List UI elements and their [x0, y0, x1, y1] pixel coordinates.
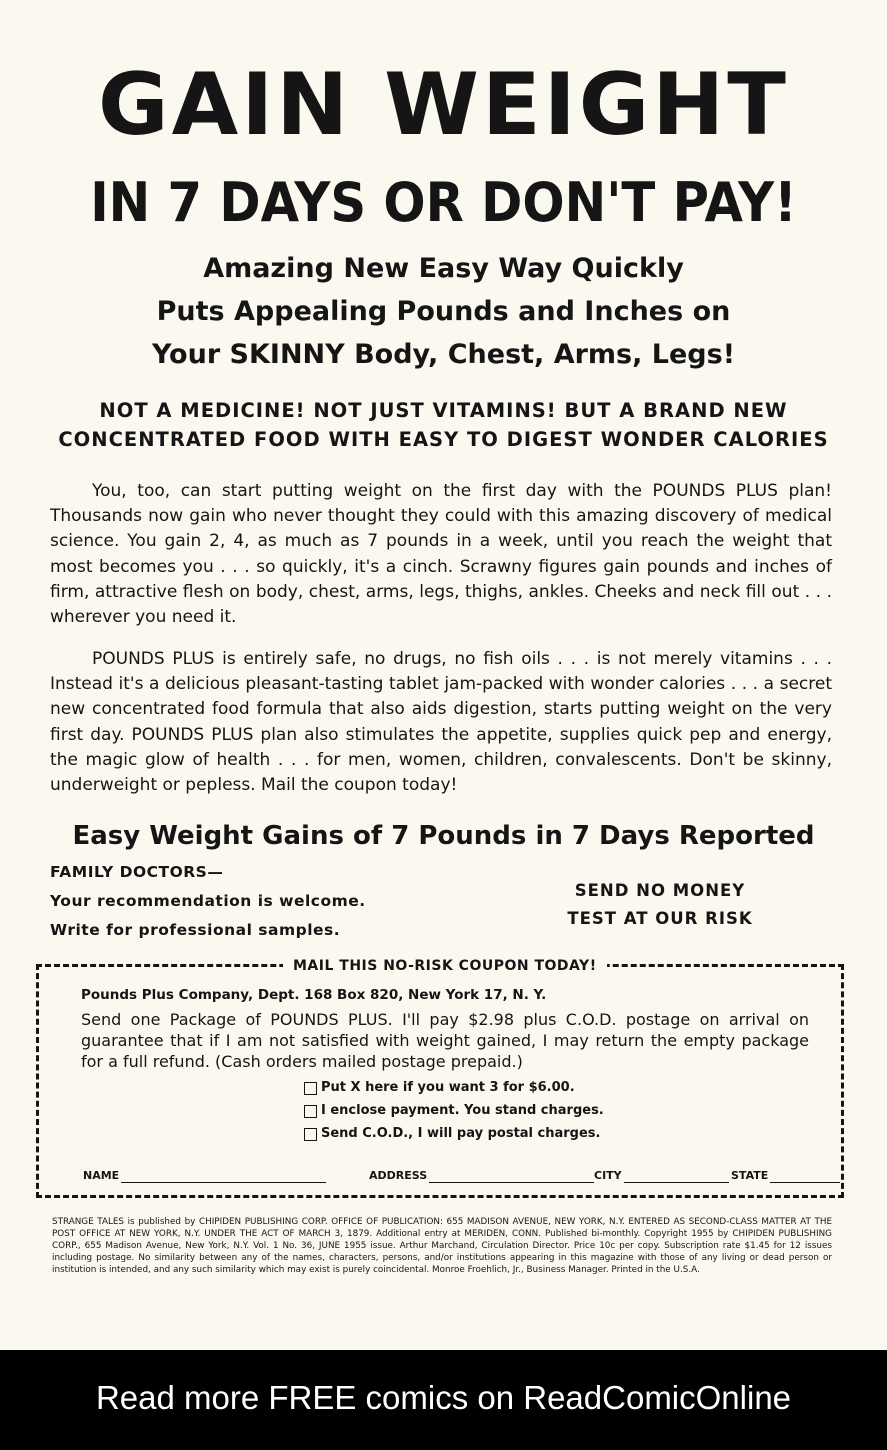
- name-line[interactable]: [121, 1172, 326, 1183]
- city-line[interactable]: [624, 1172, 729, 1183]
- subhead-line: Your SKINNY Body, Chest, Arms, Legs!: [151, 339, 736, 370]
- checkbox[interactable]: [304, 1082, 317, 1095]
- address-label: ADDRESS: [369, 1169, 428, 1182]
- gains-heading: Easy Weight Gains of 7 Pounds in 7 Days Reported: [72, 821, 815, 851]
- address-field[interactable]: [369, 1169, 594, 1183]
- checkbox[interactable]: [304, 1105, 317, 1118]
- doctors-line: FAMILY DOCTORS—: [50, 863, 224, 881]
- state-line[interactable]: [770, 1172, 840, 1183]
- address-line[interactable]: [429, 1172, 594, 1183]
- tagline-line: NOT A MEDICINE! NOT JUST VITAMINS! BUT A BRAND NEW: [99, 399, 788, 422]
- option-enclose-payment[interactable]: [304, 1101, 604, 1121]
- city-field[interactable]: [594, 1169, 729, 1183]
- test-at-risk: TEST AT OUR RISK: [567, 909, 753, 928]
- option-cod[interactable]: [304, 1124, 600, 1144]
- option-three-for-six[interactable]: [304, 1078, 575, 1098]
- doctors-line: Write for professional samples.: [50, 921, 341, 939]
- headline-sub: IN 7 DAYS OR DON'T PAY!: [90, 171, 797, 234]
- name-field[interactable]: [83, 1169, 326, 1183]
- footer-banner[interactable]: [0, 1350, 887, 1450]
- tagline-line: CONCENTRATED FOOD WITH EASY TO DIGEST WONDER CALORIES: [58, 428, 829, 451]
- option-label: Send C.O.D., I will pay postal charges.: [321, 1126, 601, 1141]
- coupon-address: Pounds Plus Company, Dept. 168 Box 820, New York 17, N. Y.: [81, 987, 547, 1003]
- headline-main: GAIN WEIGHT: [98, 55, 789, 155]
- option-label: I enclose payment. You stand charges.: [321, 1103, 604, 1118]
- body-paragraph: You, too, can start putting weight on the first day with the POUNDS PLUS plan! Thousands now gain who never thought they could with this amazing discovery of medical science. You gain 2, 4, as much as 7 pounds in a week, until you reach the weight that most becomes you . . . so quickly, it's a cinch. Scrawny figures gain pounds and inches of firm, attractive flesh on body, chest, arms, legs, thighs, ankles. Cheeks and neck fill out . . . wherever you need it.: [50, 481, 832, 628]
- coupon: [36, 958, 844, 1198]
- legal-notice: STRANGE TALES is published by CHIPIDEN PUBLISHING CORP. OFFICE OF PUBLICATION: 655 MADISON AVENUE, NEW YORK, N.Y. ENTERED AS SECOND-CLASS MATTER AT THE POST OFFICE AT NEW YORK, N.Y. UNDER THE ACT OF MARCH 3, 1879. Additional entry at MERIDEN, CONN. Published bi-monthly. Copyright 1955 by CHIPIDEN PUBLISHING CORP., 655 Madison Avenue, New York, N.Y. Vol. 1 No. 36, JUNE 1955 issue. Arthur Marchand, Circulation Director. Price 10c per copy. Subscription rate $1.45 for 12 issues including postage. No similarity between any of the names, characters, persons, and/or institutions appearing in this magazine with those of any living or dead person or institution is intended, and any such similarity which may exist is purely coincidental. Monroe Froehlich, Jr., Business Manager. Printed in the U.S.A.: [52, 1217, 832, 1275]
- name-label: NAME: [83, 1169, 120, 1182]
- subhead-line: Amazing New Easy Way Quickly: [203, 253, 684, 284]
- footer-text[interactable]: Read more FREE comics on ReadComicOnline: [95, 1379, 792, 1416]
- coupon-title: MAIL THIS NO-RISK COUPON TODAY!: [283, 955, 607, 977]
- city-label: CITY: [594, 1169, 622, 1182]
- state-label: STATE: [731, 1169, 769, 1182]
- send-no-money: SEND NO MONEY: [574, 881, 746, 900]
- subhead-line: Puts Appealing Pounds and Inches on: [156, 296, 731, 327]
- option-label: Put X here if you want 3 for $6.00.: [321, 1080, 575, 1095]
- checkbox[interactable]: [304, 1128, 317, 1141]
- state-field[interactable]: [731, 1169, 840, 1183]
- body-paragraph: POUNDS PLUS is entirely safe, no drugs, no fish oils . . . is not merely vitamins . . . Instead it's a delicious pleasant-tasting tablet jam-packed with wonder calories . . . a secret new concentrated food formula that also aids digestion, starts putting weight on the very first day. POUNDS PLUS plan also stimulates the appetite, supplies quick pep and energy, the magic glow of health . . . for men, women, children, convalescents. Don't be skinny, underweight or pepless. Mail the coupon today!: [50, 649, 832, 796]
- doctors-line: Your recommendation is welcome.: [50, 892, 366, 910]
- coupon-body: Send one Package of POUNDS PLUS. I'll pay $2.98 plus C.O.D. postage on arrival on guarantee that if I am not satisfied with weight gained, I may return the empty package for a full refund. (Cash orders mailed postage prepaid.): [81, 1010, 809, 1071]
